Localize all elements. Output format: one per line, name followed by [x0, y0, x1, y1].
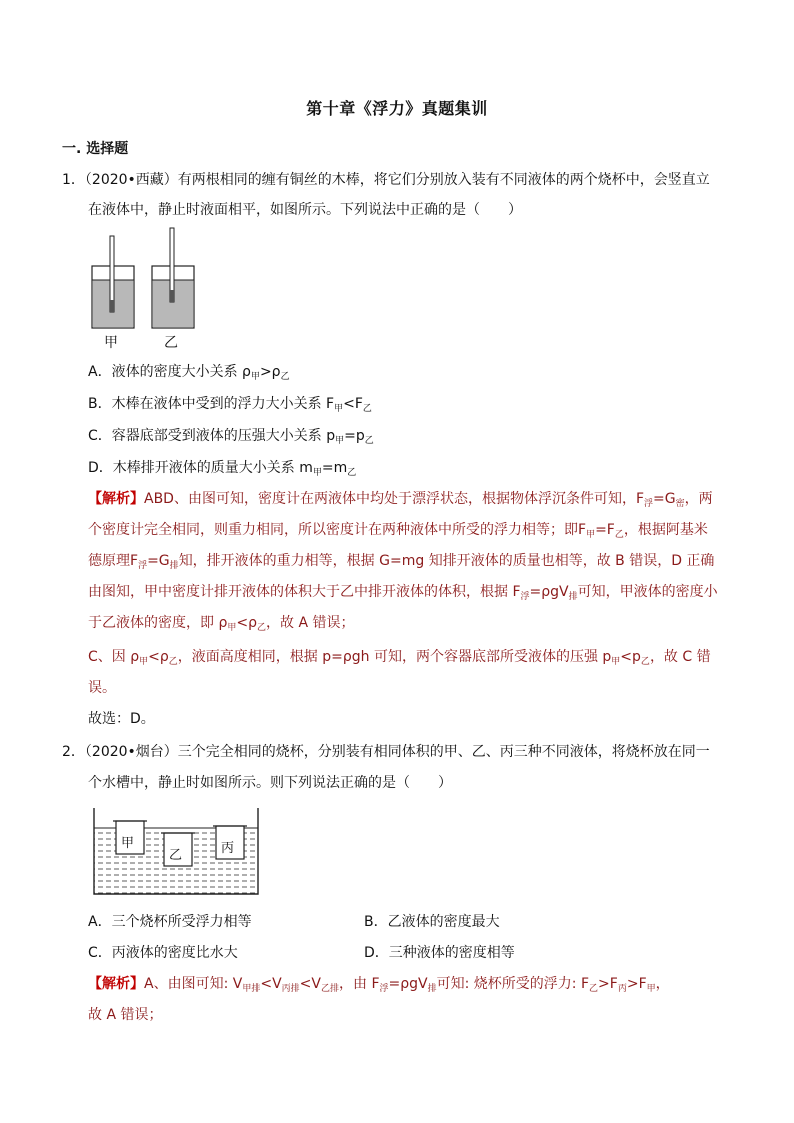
q1-stem-line1: 1．（2020•西藏）有两根相同的缠有铜丝的木棒，将它们分别放入装有不同液体的两个烧杯中，会竖直立	[62, 172, 710, 188]
q1-analysis-line3: 德原理$F_浮=G_排$知，排开液体的重力相等，根据 G=mg 知排开液体的质量也相等，故 B 错误，D 正确	[88, 553, 715, 571]
q1-stem-line2: 在液体中，静止时液面相平，如图所示。下列说法中正确的是（ ）	[88, 202, 522, 218]
q1-analysis-line4: 由图知，甲中密度计排开液体的体积大于乙中排开液体的体积，根据 $F_浮=\rho gV_排$可知，甲液体的密度小	[88, 584, 718, 602]
q2-analysis-line1: 【解析】A、由图可知: $V_{甲排}<V_{丙排}<V_{乙排}$，由 $F_浮=\rho gV_排$可知: 烧杯所受的浮力: $F_乙>F_丙>F_甲$，	[88, 976, 670, 994]
q1-analysis-line1: 【解析】ABD、由图可知，密度计在两液体中均处于漂浮状态，根据物体浮沉条件可知，$F_浮=G_密$，两	[88, 491, 713, 509]
q2-fig-label-yi: 乙	[169, 848, 183, 863]
q1-option-c: C．容器底部受到液体的压强大小关系 $p_甲=p_乙$	[88, 428, 374, 446]
q2-stem-line1: 2．（2020•烟台）三个完全相同的烧杯，分别装有相同体积的甲、乙、丙三种不同液体，将烧杯放在同一	[62, 744, 710, 760]
q2-fig-label-jia: 甲	[121, 836, 135, 851]
q1-fig-label-jia: 甲	[104, 335, 118, 351]
q2-fig-label-bing: 丙	[221, 841, 235, 856]
copper-wire-yi	[170, 290, 174, 302]
q1-fig-label-yi: 乙	[164, 335, 178, 351]
q2-option-a: A．三个烧杯所受浮力相等	[88, 914, 252, 930]
q1-figure-beakers	[86, 226, 196, 354]
q1-analysis-line6: C、因 $\rho_甲<\rho_乙$，液面高度相同，根据 p=ρgh 可知，两个容器底部所受液体的压强 $p_甲<p_乙$，故 C 错	[88, 649, 711, 667]
q1-analysis-line2: 个密度计完全相同，则重力相同，所以密度计在两种液体中所受的浮力相等；即$F_甲=F_乙$，根据阿基米	[88, 522, 708, 540]
q1-answer: 故选：D。	[88, 711, 155, 727]
q2-stem-line2: 个水槽中，静止时如图所示。则下列说法正确的是（ ）	[88, 775, 452, 791]
page-title: 第十章《浮力》真题集训	[306, 99, 488, 118]
q1-option-d: D．木棒排开液体的质量大小关系 $m_甲=m_乙$	[88, 460, 357, 478]
q1-option-b: B．木棒在液体中受到的浮力大小关系 $F_甲<F_乙$	[88, 396, 372, 414]
q1-analysis-line5: 于乙液体的密度，即 $\rho_甲<\rho_乙$，故 A 错误；	[88, 615, 355, 633]
q1-analysis-line7: 误。	[88, 680, 116, 696]
copper-wire-jia	[110, 300, 114, 312]
q2-option-d: D．三种液体的密度相等	[364, 945, 515, 961]
q2-analysis-line2: 故 A 错误；	[88, 1007, 163, 1023]
q2-option-c: C．丙液体的密度比水大	[88, 945, 238, 961]
section-heading: 一. 选择题	[62, 141, 129, 157]
q2-option-b: B．乙液体的密度最大	[364, 914, 500, 930]
q1-option-a: A．液体的密度大小关系 $\rho_甲>\rho_乙$	[88, 364, 290, 382]
